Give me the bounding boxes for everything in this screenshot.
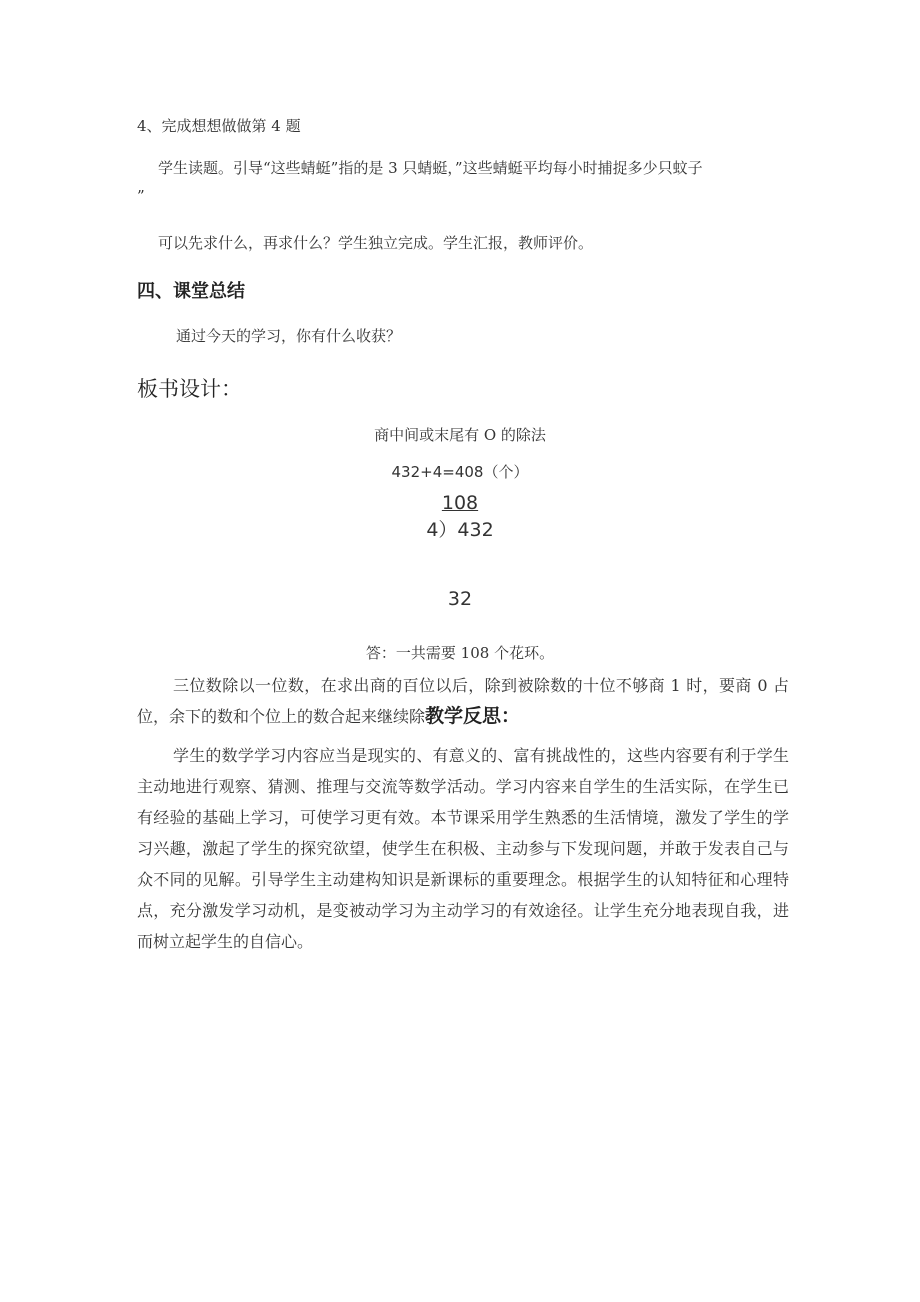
board-equation: 432+4=408（个） [391,463,529,481]
step4-text-line2: 可以先求什么，再求什么？学生独立完成。学生汇报，教师评价。 [158,234,594,252]
step4-title: 4、完成想想做做第 4 题 [137,117,301,135]
board-answer: 答：一共需要 108 个花环。 [365,644,555,662]
summary-paragraph [137,670,789,732]
summary-text: 通过今天的学习，你有什么收获？ [176,327,402,345]
summary-paragraph-text: 三位数除以一位数，在求出商的百位以后，除到被除数的十位不够商 1 时，要商 0 占位，余下的数和个位上的数合起来继续除 [137,676,789,726]
step4-text-line1: 学生读题。引导“这些蜻蜓”指的是 3 只蜻蜓，”这些蜻蜓平均每小时捕捉多少只蚊子 [158,159,703,177]
board-dividend-line: 4）432 [426,519,494,541]
board-remainder: 32 [447,588,473,610]
reflection-paragraph: 学生的数学学习内容应当是现实的、有意义的、富有挑战性的，这些内容要有利于学生主动地进行观察、猜测、推理与交流等数学活动。学习内容来自学生的生活实际，在学生已有经验的基础上学习，可使学习更有效。本节课采用学生熟悉的生活情境，激发了学生的学习兴趣，激起了学生的探究欲望，使学生在积极、主动参与下发现问题，并敢于发表自己与众不同的见解。引导学生主动建构知识是新课标的重要理念。根据学生的认知特征和心理特点，充分激发学习动机，是变被动学习为主动学习的有效途径。让学生充分地表现自我，进而树立起学生的自信心。 [137,746,789,951]
step4-text-line1-cont: ” [137,187,145,205]
board-title: 商中间或末尾有 O 的除法 [374,426,546,444]
summary-heading: 四、课堂总结 [137,281,245,302]
reflection-heading: 教学反思： [425,705,521,727]
board-design-heading: 板书设计： [137,377,242,401]
board-quotient-value: 108 [441,492,479,514]
board-quotient [0,490,920,516]
